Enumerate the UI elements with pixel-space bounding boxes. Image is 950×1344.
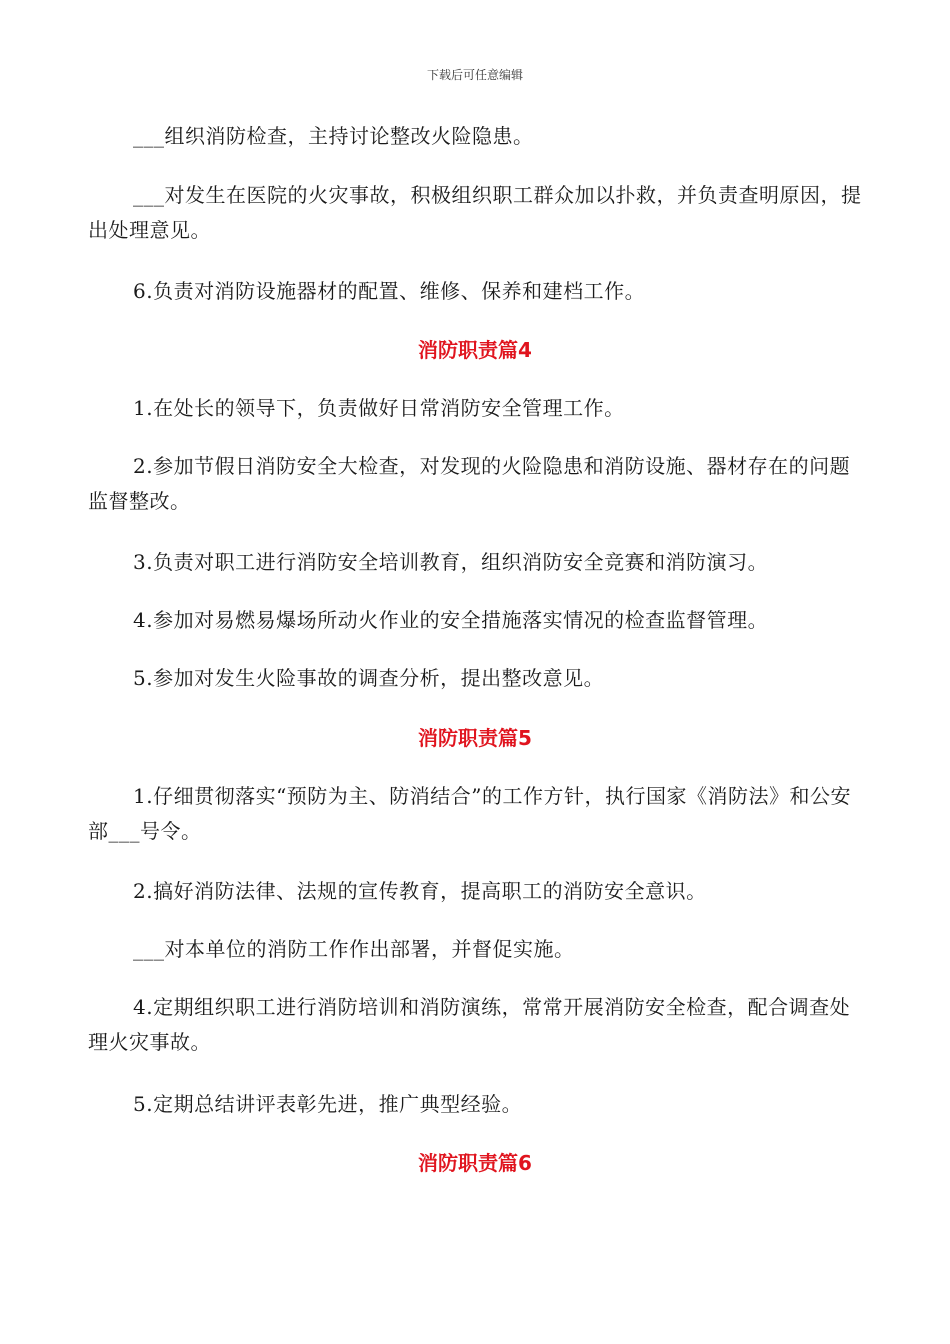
paragraph: 3.负责对职工进行消防安全培训教育，组织消防安全竞赛和消防演习。 [133,550,769,574]
paragraph: 1.仔细贯彻落实“预防为主、防消结合”的工作方针，执行国家《消防法》和公安部___号令。 [88,784,852,843]
section-heading: 消防职责篇6 [418,1151,532,1175]
paragraph: 6.负责对消防设施器材的配置、维修、保养和建档工作。 [133,279,646,303]
paragraph: ___对发生在医院的火灾事故，积极组织职工群众加以扑救，并负责查明原因，提出处理意见。 [88,183,862,242]
page-header-note: 下载后可任意编辑 [426,68,523,82]
paragraph: 5.参加对发生火险事故的调查分析，提出整改意见。 [133,666,605,690]
paragraph: ___组织消防检查，主持讨论整改火险隐患。 [133,124,534,148]
paragraph: 4.参加对易燃易爆场所动火作业的安全措施落实情况的检查监督管理。 [133,608,769,632]
section-heading: 消防职责篇4 [418,338,532,362]
paragraph: 5.定期总结讲评表彰先进，推广典型经验。 [133,1092,523,1116]
paragraph: ___对本单位的消防工作作出部署，并督促实施。 [133,937,575,961]
paragraph: 2.参加节假日消防安全大检查，对发现的火险隐患和消防设施、器材存在的问题监督整改。 [88,454,851,513]
paragraph: 4.定期组织职工进行消防培训和消防演练，常常开展消防安全检查，配合调查处理火灾事故。 [88,995,851,1054]
paragraph: 2.搞好消防法律、法规的宣传教育，提高职工的消防安全意识。 [133,879,707,903]
section-heading: 消防职责篇5 [418,726,532,750]
paragraph: 1.在处长的领导下，负责做好日常消防安全管理工作。 [133,396,625,420]
